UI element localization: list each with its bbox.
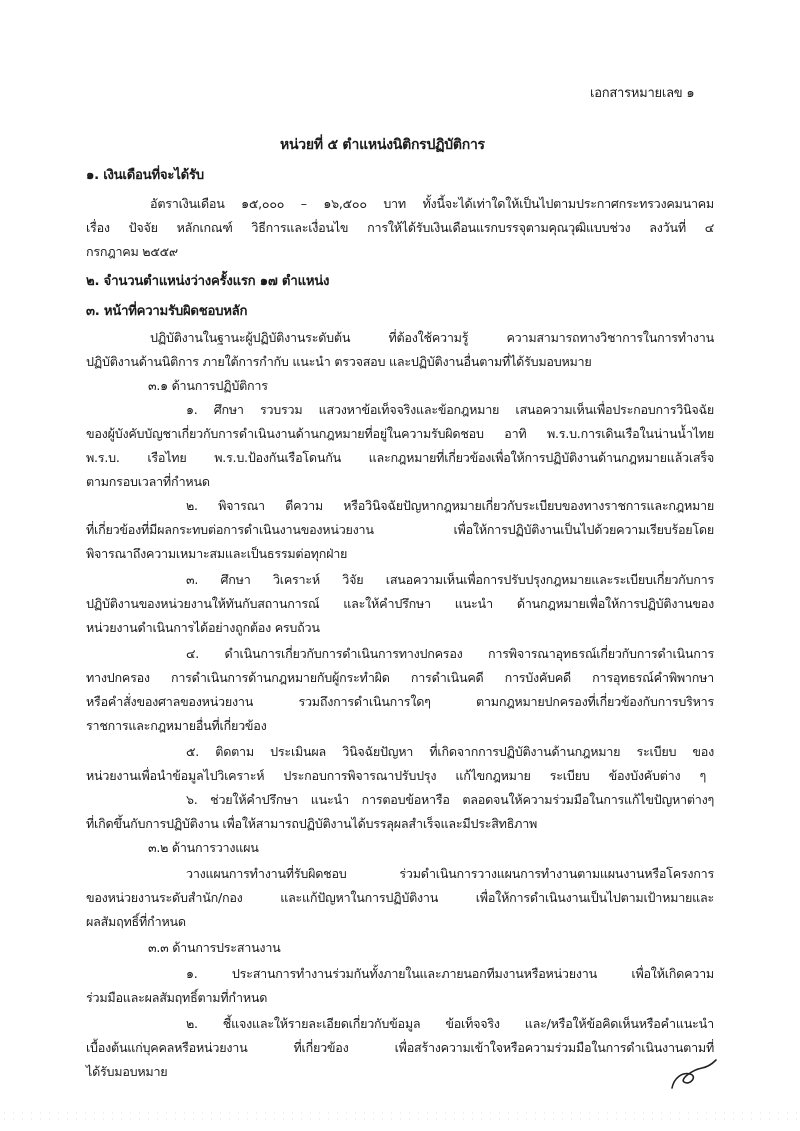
list-item-line: ๖. ช่วยให้คำปรึกษา แนะนำ การตอบข้อหารือ ตลอดจนให้ความร่วมมือในการแก้ไขปัญหาต่างๆ	[186, 792, 714, 807]
list-item-line: หรือคำสั่งของศาลของหน่วยงาน รวมถึงการดำเนินการใดๆ ตามกฎหมายปกครองที่เกี่ยวข้องกับการบริหาร	[86, 694, 714, 709]
subsection-3-3-heading: ๓.๓ ด้านการประสานงาน	[148, 940, 281, 955]
section-2-heading: ๒. จำนวนตำแหน่งว่างครั้งแรก ๑๗ ตำแหน่ง	[86, 274, 330, 289]
list-item-line: ๔. ดำเนินการเกี่ยวกับการดำเนินการทางปกครอง การพิจารณาอุทธรณ์เกี่ยวกับการดำเนินการ	[186, 646, 714, 661]
paragraph-line: เรื่อง ปัจจัย หลักเกณฑ์ วิธีการและเงื่อนไข การให้ได้รับเงินเดือนแรกบรรจุตามคุณวุฒิแบบช่วง ลงวันที่ ๔	[86, 220, 714, 235]
subsection-3-2-heading: ๓.๒ ด้านการวางแผน	[148, 840, 259, 855]
page-title: หน่วยที่ ๕ ตำแหน่งนิติกรปฏิบัติการ	[280, 137, 485, 153]
list-item-line: พิจารณาถึงความเหมาะสมและเป็นธรรมต่อทุกฝ่าย	[86, 546, 348, 561]
scan-artifact	[0, 1110, 800, 1124]
list-item-line: ๓. ศึกษา วิเคราะห์ วิจัย เสนอความเห็นเพื่อการปรับปรุงกฎหมายและระเบียบเกี่ยวกับการ	[186, 572, 714, 587]
section-3-heading: ๓. หน้าที่ความรับผิดชอบหลัก	[86, 304, 248, 319]
list-item-line: หน่วยงานเพื่อนำข้อมูลไปวิเคราะห์ ประกอบการพิจารณาปรับปรุง แก้ไขกฎหมาย ระเบียบ ข้องบังคับต่าง ๆ	[86, 768, 706, 783]
paragraph-line: อัตราเงินเดือน ๑๕,๐๐๐ – ๑๖,๕๐๐ บาท ทั้งนี้จะได้เท่าใดให้เป็นไปตามประกาศกระทรวงคมนาคม	[150, 196, 714, 211]
list-item-line: ๑. ประสานการทำงานร่วมกันทั้งภายในและภายนอกทีมงานหรือหน่วยงาน เพื่อให้เกิดความ	[186, 966, 714, 981]
paragraph-line: วางแผนการทำงานที่รับผิดชอบ ร่วมดำเนินการวางแผนการทำงานตามแผนงานหรือโครงการ	[186, 866, 714, 881]
list-item-line: ตามกรอบเวลาที่กำหนด	[86, 474, 210, 489]
paragraph-line: ปฏิบัติงานในฐานะผู้ปฏิบัติงานระดับต้น ที่ต้องใช้ความรู้ ความสามารถทางวิชาการในการทำงาน	[150, 330, 714, 345]
list-item-line: ปฏิบัติงานของหน่วยงานให้ทันกับสถานการณ์ และให้คำปรึกษา แนะนำ ด้านกฎหมายเพื่อให้การปฏิบัติงานของ	[86, 596, 714, 611]
signature-mark	[668, 1058, 718, 1092]
list-item-line: พ.ร.บ. เรือไทย พ.ร.บ.ป้องกันเรือโดนกัน และกฎหมายที่เกี่ยวข้องเพื่อให้การปฏิบัติงานด้านกฎหมายแล้วเสร็จ	[86, 450, 714, 465]
list-item-line: ๒. พิจารณา ตีความ หรือวินิจฉัยปัญหากฎหมายเกี่ยวกับระเบียบของทางราชการและกฎหมาย	[186, 498, 714, 513]
list-item-line: ร่วมมือและผลสัมฤทธิ์ตามที่กำหนด	[86, 990, 268, 1005]
list-item-line: ได้รับมอบหมาย	[86, 1064, 168, 1079]
paragraph-line: กรกฎาคม ๒๕๕๙	[86, 244, 178, 259]
subsection-3-1-heading: ๓.๑ ด้านการปฏิบัติการ	[148, 378, 268, 393]
list-item-line: ที่เกี่ยวข้องที่มีผลกระทบต่อการดำเนินงานของหน่วยงาน เพื่อให้การปฏิบัติงานเป็นไปด้วยความเรียบร้อยโดย	[86, 522, 714, 537]
list-item-line: ทางปกครอง การดำเนินการด้านกฎหมายกับผู้กระทำผิด การดำเนินคดี การบังคับคดี การอุทธรณ์คำพิพากษา	[86, 670, 714, 685]
section-1-heading: ๑. เงินเดือนที่จะได้รับ	[86, 168, 204, 183]
paragraph-line: ผลสัมฤทธิ์ที่กำหนด	[86, 914, 186, 929]
paragraph-line: ปฏิบัติงานด้านนิติการ ภายใต้การกำกับ แนะนำ ตรวจสอบ และปฏิบัติงานอื่นตามที่ได้รับมอบหมาย	[86, 354, 592, 369]
list-item-line: ของผู้บังคับบัญชาเกี่ยวกับการดำเนินงานด้านกฎหมายที่อยู่ในความรับผิดชอบ อาทิ พ.ร.บ.การเดินเรือในน่านน้ำไทย	[86, 426, 714, 441]
paragraph-line: ของหน่วยงานระดับสำนัก/กอง และแก้ปัญหาในการปฏิบัติงาน เพื่อให้การดำเนินงานเป็นไปตามเป้าหมายและ	[86, 890, 714, 905]
list-item-line: ๒. ชี้แจงและให้รายละเอียดเกี่ยวกับข้อมูล ข้อเท็จจริง และ/หรือให้ข้อคิดเห็นหรือคำแนะนำ	[186, 1016, 714, 1031]
document-number: เอกสารหมายเลข ๑	[590, 86, 695, 101]
list-item-line: ๑. ศึกษา รวบรวม แสวงหาข้อเท็จจริงและข้อกฎหมาย เสนอความเห็นเพื่อประกอบการวินิจฉัย	[186, 402, 714, 417]
list-item-line: ราชการและกฎหมายอื่นที่เกี่ยวข้อง	[86, 718, 267, 733]
list-item-line: ๕. ติดตาม ประเมินผล วินิจฉัยปัญหา ที่เกิดจากการปฏิบัติงานด้านกฎหมาย ระเบียบ ของ	[186, 744, 714, 759]
list-item-line: ที่เกิดขึ้นกับการปฏิบัติงาน เพื่อให้สามารถปฏิบัติงานได้บรรลุผลสำเร็จและมีประสิทธิภาพ	[86, 816, 538, 831]
list-item-line: หน่วยงานดำเนินการได้อย่างถูกต้อง ครบถ้วน	[86, 620, 320, 635]
list-item-line: เบื้องต้นแก่บุคคลหรือหน่วยงาน ที่เกี่ยวข้อง เพื่อสร้างความเข้าใจหรือความร่วมมือในการดำเนินงานตามที่	[86, 1040, 714, 1055]
